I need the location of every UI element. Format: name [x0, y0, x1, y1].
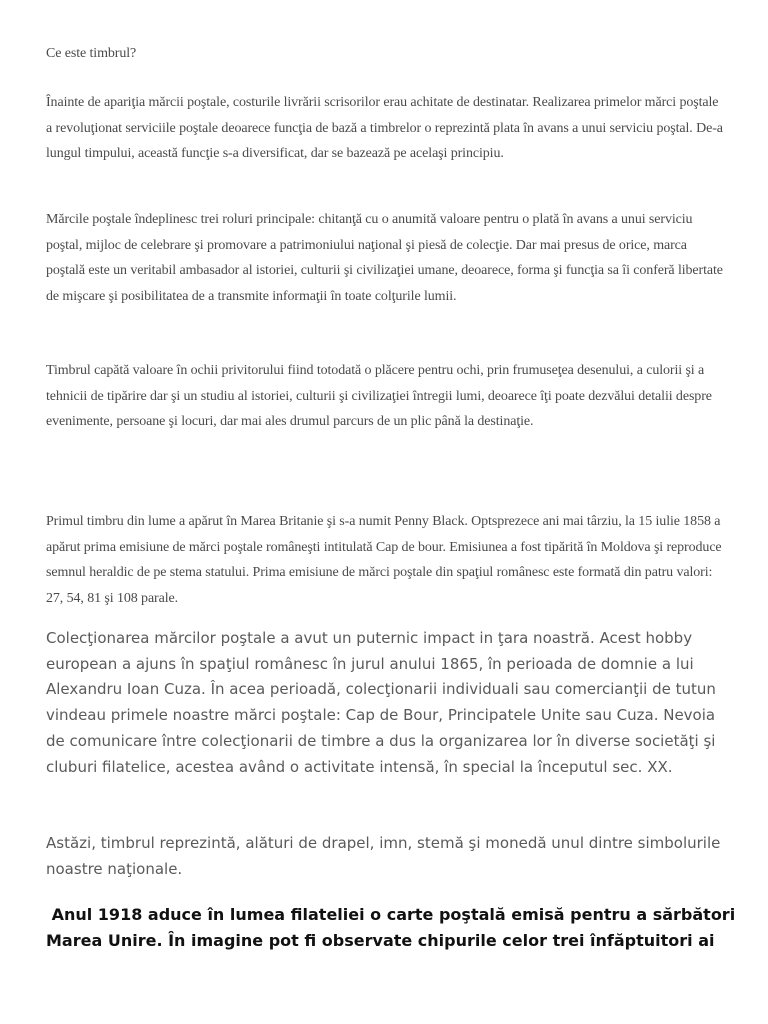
paragraph-value: Timbrul capătă valoare în ochii privitorului fiind totodată o plăcere pentru ochi, prin frumuseţea desenului, a culorii şi a tehnicii de tipărire dar şi un studiu al istoriei, culturii şi civilizaţiei întregii lumi, deoarece îţi poate dezvălui detalii despre evenimente, persoane şi locuri, dar mai ales drumul parcurs de un plic până la destinaţie. [46, 363, 712, 429]
paragraph-first-stamp: Primul timbru din lume a apărut în Marea Britanie şi s-a numit Penny Black. Optsprezece ani mai târziu, la 15 iulie 1858 a apărut prima emisiune de mărci poştale româneşti intitulată Cap de bour. Emisiunea a fost tipărită în Moldova şi reproduce semnul heraldic de pe stema statului. Prima emisiune de mărci poştale din spaţiul românesc este formată din patru valori: 27, 54, 81 şi 108 parale. [46, 514, 722, 606]
paragraph-1918: Anul 1918 aduce în lumea filateliei o carte poştală emisă pentru a sărbători Marea Unire. În imagine pot fi observate chipurile celor trei înfăptuitori ai [46, 905, 741, 950]
paragraph-today: Astăzi, timbrul reprezintă, alături de drapel, imn, stemă şi monedă unul dintre simbolurile noastre naţionale. [46, 834, 721, 878]
paragraph-roles: Mărcile poştale îndeplinesc trei roluri principale: chitanţă cu o anumită valoare pentru o plată în avans a unui serviciu poştal, mijloc de celebrare şi promovare a patrimoniului naţional şi piesă de colecţie. Dar mai presus de orice, marca poştală este un veritabil ambasador al istoriei, culturii şi civilizaţiei umane, deoarece, forma şi funcţia sa îi conferă libertate de mişcare şi posibilitatea de a transmite informaţii în toate colţurile lumii. [46, 212, 723, 304]
document-heading: Ce este timbrul? [46, 46, 137, 61]
paragraph-intro: Înainte de apariţia mărcii poştale, costurile livrării scrisorilor erau achitate de destinatar. Realizarea primelor mărci poştale a revoluţionat serviciile poştale deoarece funcţia de bază a timbrelor o reprezintă plata în avans a unui serviciu poştal. De-a lungul timpului, această funcţie s-a diversificat, dar se bazează pe acelaşi principiu. [46, 95, 723, 161]
paragraph-collecting: Colecţionarea mărcilor poştale a avut un puternic impact in ţara noastră. Acest hobby european a ajuns în spaţiul românesc în jurul anului 1865, în perioada de domnie a lui Alexandru Ioan Cuza. În acea perioadă, colecţionarii individuali sau comercianţii de tutun vindeau primele noastre mărci poştale: Cap de Bour, Principatele Unite sau Cuza. Nevoia de comunicare între colecţionarii de timbre a dus la organizarea lor în diverse societăţi şi cluburi filatelice, acestea având o activitate intensă, în special la începutul sec. XX. [46, 629, 716, 776]
